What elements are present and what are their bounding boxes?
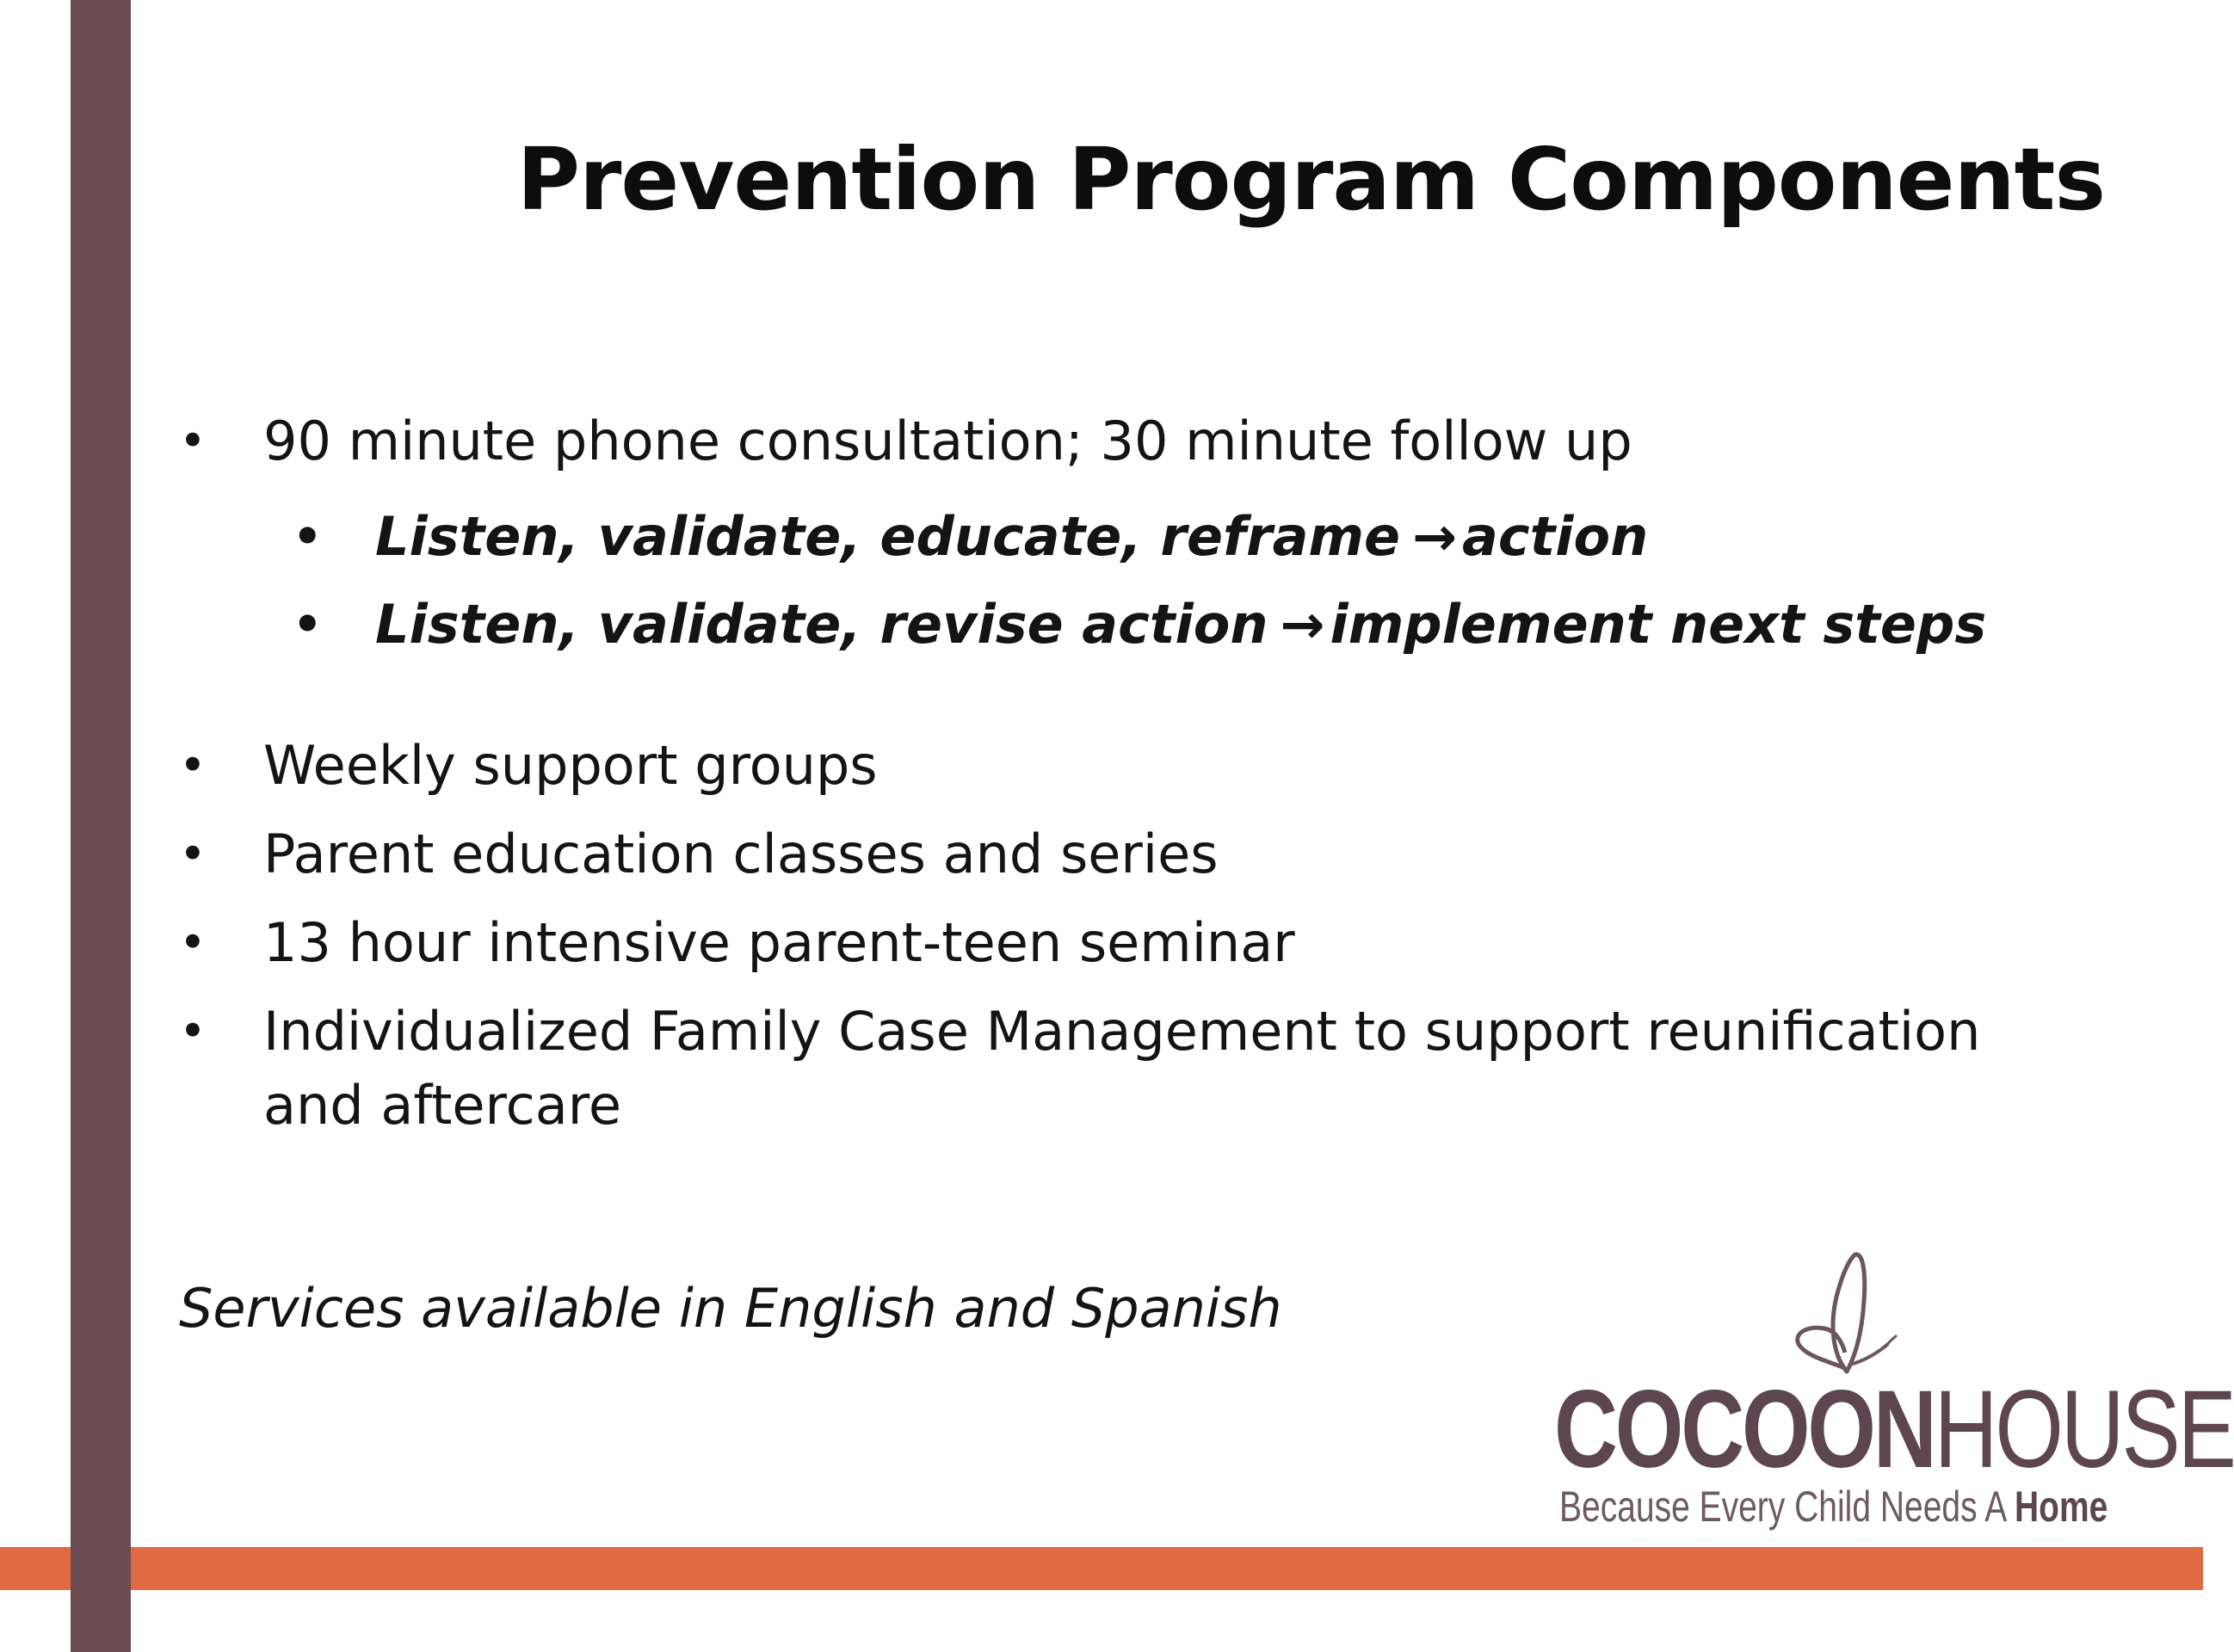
sub-item-text: Listen, validate, educate, reframe [375, 505, 1401, 568]
sub-list-item [179, 493, 2072, 581]
list-item-text: 13 hour intensive parent-teen seminar [263, 911, 1295, 974]
logo-tagline: Because Every Child Needs A Home [1559, 1482, 2108, 1531]
bullet-glyph: • [179, 738, 207, 792]
list-item [179, 729, 2072, 803]
list-item [179, 404, 2072, 478]
butterfly-icon [1787, 1251, 1907, 1380]
bullet-glyph: • [293, 509, 323, 564]
bullet-list [179, 404, 2072, 1143]
services-note: Services available in English and Spanish [179, 1277, 1282, 1340]
list-item [179, 906, 2072, 980]
bullet-glyph: • [293, 597, 323, 651]
sub-item-result: action [1462, 505, 1649, 568]
arrow-right-icon: → [1280, 593, 1325, 656]
bullet-glyph: • [179, 915, 207, 970]
bullet-glyph: • [179, 827, 207, 881]
sub-list-item [179, 581, 2072, 669]
sub-item-result: implement next steps [1330, 593, 1987, 656]
list-item [179, 817, 2072, 891]
cocoon-house-logo [1554, 1239, 2234, 1532]
bottom-accent-bar [0, 1547, 2203, 1590]
bullet-glyph: • [179, 1004, 207, 1058]
list-item [179, 995, 2072, 1143]
arrow-right-icon: → [1412, 505, 1458, 568]
list-item-text: 90 minute phone consultation; 30 minute follow up [263, 410, 1632, 472]
list-item-text: Individualized Family Case Management to support reunification and aftercare [263, 1000, 1981, 1137]
list-item-text: Parent education classes and series [263, 823, 1219, 885]
logo-wordmark: COCOONHOUSE [1554, 1368, 2234, 1491]
bullet-glyph: • [179, 414, 207, 468]
sub-item-text: Listen, validate, revise action [375, 593, 1268, 656]
left-accent-bar [71, 0, 131, 1652]
list-item-text: Weekly support groups [263, 734, 878, 797]
slide-title: Prevention Program Components [516, 129, 2105, 230]
